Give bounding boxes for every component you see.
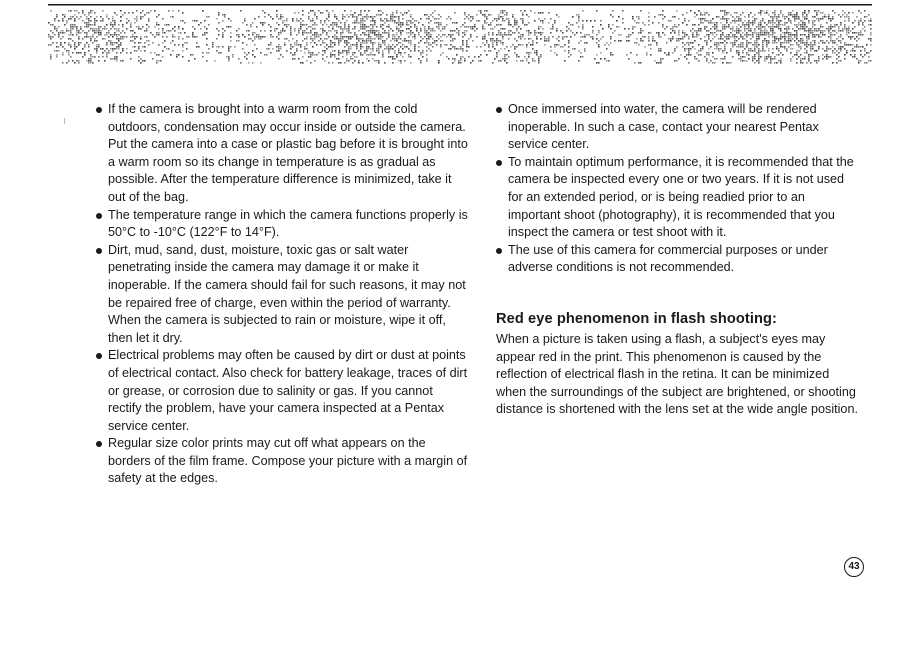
right-bullet-list: [496, 101, 858, 277]
list-item-text: Electrical problems may often be caused by dirt or dust at points of electrical contact. Also check for battery leakage, traces of dirt or grease, or corrosion due to salinity or gas. If you cannot rectify the problem, have your camera inspected at a Pentax service center.: [108, 348, 468, 433]
list-item: [96, 347, 468, 435]
list-item: [496, 242, 858, 277]
list-item: [496, 101, 858, 154]
bullet-icon: [496, 107, 502, 113]
bullet-icon: [96, 107, 102, 113]
left-column: [96, 101, 468, 488]
bullet-icon: [96, 213, 102, 219]
section-heading: Red eye phenomenon in flash shooting:: [496, 310, 777, 327]
page-number-badge: 43: [844, 557, 864, 577]
bullet-icon: [96, 248, 102, 254]
list-item: [496, 154, 858, 242]
header-texture-graphic: [48, 4, 872, 64]
list-item-text: Once immersed into water, the camera will be rendered inoperable. In such a case, contact your nearest Pentax service center.: [508, 102, 819, 152]
list-item: [96, 207, 468, 242]
margin-mark: [64, 118, 65, 124]
list-item-text: The temperature range in which the camera functions properly is 50°C to -10°C (122°F to 14°F).: [108, 207, 468, 240]
section-body: When a picture is taken using a flash, a subject's eyes may appear red in the print. This phenomenon is caused by the reflection of electrical flash in the retina. It can be minimized when the surroundings of the subject are brightened, or shooting distance is shortened with the lens set at the wide angle position.: [496, 331, 858, 417]
list-item-text: The use of this camera for commercial purposes or under adverse conditions is not recommended.: [508, 242, 828, 275]
list-item: [96, 242, 468, 348]
header-texture-band: [48, 4, 872, 64]
right-column: [496, 101, 858, 419]
left-bullet-list: [96, 101, 468, 488]
list-item-text: If the camera is brought into a warm room from the cold outdoors, condensation may occur inside or outside the camera. Put the camera into a case or plastic bag before it is brought into a warm room so its change in temperature is as gradual as possible. After the temperature difference is minimized, take it out of the bag.: [108, 102, 468, 204]
bullet-icon: [96, 441, 102, 447]
list-item-text: Regular size color prints may cut off what appears on the borders of the film frame. Compose your picture with a margin of safety at the edges.: [108, 436, 468, 486]
list-item-text: Dirt, mud, sand, dust, moisture, toxic gas or salt water penetrating inside the camera may damage it or make it inoperable. If the camera should fail for such reasons, it may not be repaired free of charge, even within the period of warranty. When the camera is subjected to rain or moisture, wipe it off, then let it dry.: [108, 242, 466, 345]
bullet-icon: [496, 248, 502, 254]
list-item-text: To maintain optimum performance, it is recommended that the camera be inspected every one or two years. If it is not used for an extended period, or is being readied prior to an important shoot (photography), it is recommended that you inspect the camera or test shoot with it.: [508, 154, 854, 240]
list-item: [96, 435, 468, 488]
bullet-icon: [496, 160, 502, 166]
bullet-icon: [96, 353, 102, 359]
list-item: [96, 101, 468, 207]
